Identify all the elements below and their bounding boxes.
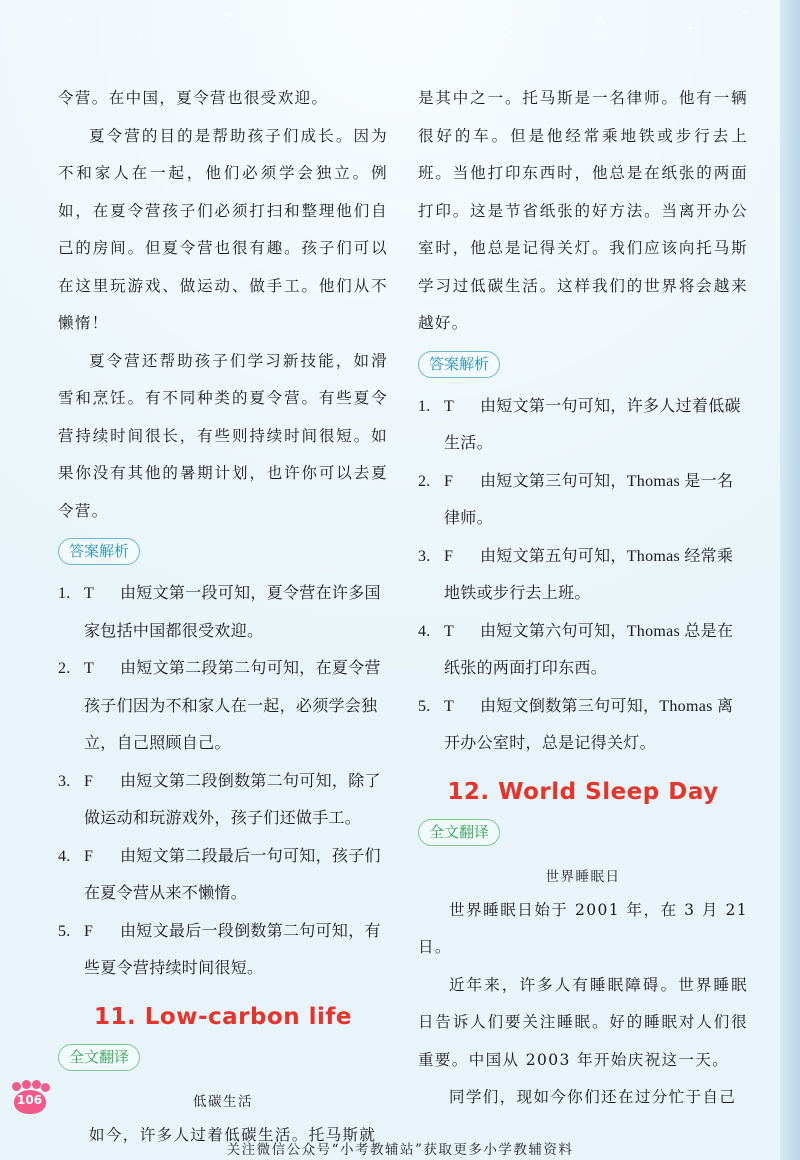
answer-item: 5. F 由短文最后一段倒数第二句可知，有些夏令营持续时间很短。 xyxy=(58,922,381,977)
answer-item: 4. T 由短文第六句可知，Thomas 总是在纸张的两面打印东西。 xyxy=(418,622,734,677)
section-title: 11. Low-carbon life xyxy=(93,1003,353,1030)
answer-item: 4. F 由短文第二段最后一句可知，孩子们在夏令营从来不懒惰。 xyxy=(58,847,381,902)
answer-analysis-badge: 答案解析 xyxy=(418,351,500,378)
footer-note: 关注微信公众号“小考教辅站”获取更多小学教辅资料 xyxy=(226,1142,574,1158)
answer-item: 3. F 由短文第二段倒数第二句可知，除了做运动和玩游戏外，孩子们还做手工。 xyxy=(58,772,381,827)
left-column xyxy=(58,80,388,1154)
section-title: 12. World Sleep Day xyxy=(447,778,719,805)
paragraph: 同学们，现如今你们还在过分忙于自己 xyxy=(449,1088,737,1106)
page-edge-shadow xyxy=(780,0,800,1160)
paragraph: 如今，许多人过着低碳生活。托马斯就 xyxy=(89,1125,377,1144)
answer-analysis-badge: 答案解析 xyxy=(58,538,140,565)
page-number-paw-icon xyxy=(8,1080,50,1114)
answer-item: 2. T 由短文第二段第二句可知，在夏令营孩子们因为不和家人在一起，必须学会独立，自己照顾自己。 xyxy=(58,660,381,752)
sparkle-decoration xyxy=(0,0,800,60)
paragraph: 是其中之一。托马斯是一名律师。他有一辆很好的车。但是他经常乘地铁或步行去上班。当他打印东西时，他总是在纸张的两面打印。这是节省纸张的好方法。当离开办公室时，他总是记得关灯。我们应该向托马斯学习过低碳生活。这样我们的世界将会越来越好。 xyxy=(418,89,748,332)
translation-subtitle: 低碳生活 xyxy=(193,1093,253,1110)
paragraph: 夏令营的目的是帮助孩子们成长。因为不和家人在一起，他们必须学会独立。例如，在夏令营孩子们必须打扫和整理他们自己的房间。但夏令营也很有趣。孩子们可以在这里玩游戏、做运动、做手工。他们从不懒惰！ xyxy=(58,126,388,332)
page-number: 106 xyxy=(17,1093,43,1107)
right-column xyxy=(418,80,748,1117)
full-translation-badge: 全文翻译 xyxy=(418,819,500,846)
answer-item: 3. F 由短文第五句可知，Thomas 经常乘地铁或步行去上班。 xyxy=(418,547,734,602)
full-translation-badge: 全文翻译 xyxy=(58,1044,140,1071)
paragraph: 令营。在中国，夏令营也很受欢迎。 xyxy=(58,89,329,107)
paragraph: 近年来，许多人有睡眠障碍。世界睡眠日告诉人们要关注睡眠。好的睡眠对人们很重要。中国从 2003 年开始庆祝这一天。 xyxy=(418,975,748,1069)
paragraph: 夏令营还帮助孩子们学习新技能，如滑雪和烹饪。有不同种类的夏令营。有些夏令营持续时间很长，有些则持续时间很短。如果你没有其他的暑期计划，也许你可以去夏令营。 xyxy=(58,351,388,520)
answer-item: 1. T 由短文第一句可知，许多人过着低碳生活。 xyxy=(418,397,741,452)
answer-list xyxy=(58,575,388,988)
translation-subtitle: 世界睡眠日 xyxy=(545,868,621,885)
answer-item: 1. T 由短文第一段可知，夏令营在许多国家包括中国都很受欢迎。 xyxy=(58,585,381,640)
answer-item: 2. F 由短文第三句可知，Thomas 是一名律师。 xyxy=(418,472,734,527)
answer-list xyxy=(418,388,748,763)
answer-item: 5. T 由短文倒数第三句可知，Thomas 离开办公室时，总是记得关灯。 xyxy=(418,697,734,752)
paragraph: 世界睡眠日始于 2001 年，在 3 月 21 日。 xyxy=(418,900,748,956)
